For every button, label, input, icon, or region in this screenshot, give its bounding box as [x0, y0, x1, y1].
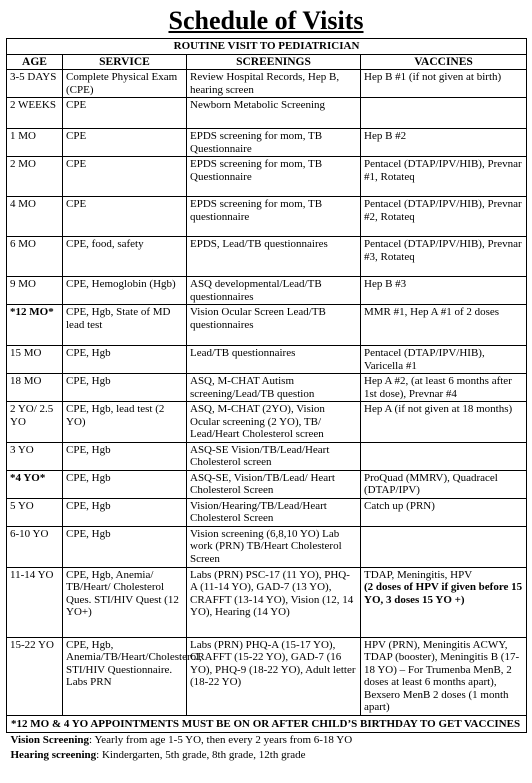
table-row — [7, 157, 527, 197]
cell-vaccines — [361, 197, 527, 237]
table-row — [7, 129, 527, 157]
service-text: CPE, Hgb — [66, 471, 111, 484]
cell-screenings — [187, 277, 361, 305]
cell-screenings — [187, 237, 361, 277]
age-text: 2 YO/ 2.5 YO — [10, 403, 54, 428]
table-row — [7, 305, 527, 346]
cell-screenings — [187, 157, 361, 197]
screenings-text: Labs (PRN) PSC-17 (11 YO), PHQ-A (11-14 YO), GAD-7 (13 YO), CRAFFT (13-14 YO), Vision (12, 14 YO), Hearing (14 YO) — [190, 568, 354, 618]
cell-service — [63, 98, 187, 129]
screenings-text: Vision/Hearing/TB/Lead/Heart Cholesterol Screen — [190, 499, 327, 524]
age-text: 4 MO — [10, 198, 36, 210]
age-text: 15 MO — [10, 347, 42, 359]
service-text: CPE, Hemoglobin (Hgb) — [66, 278, 176, 290]
cell-vaccines — [361, 237, 527, 277]
hearing-text: : Kindergarten, 5th grade, 8th grade, 12th grade — [96, 748, 306, 761]
screenings-text: Vision screening (6,8,10 YO) Lab work (PRN) TB/Heart Cholesterol Screen — [190, 527, 342, 565]
cell-vaccines — [361, 374, 527, 402]
cell-service — [63, 197, 187, 237]
vaccines-text: Pentacel (DTAP/IPV/HIB), Prevnar #3, Rotateq — [364, 238, 522, 263]
header-vaccines: VACCINES — [361, 54, 527, 70]
screenings-text: Lead/TB questionnaires — [190, 347, 296, 359]
vision-row — [7, 733, 527, 748]
vaccines-text: Hep B #1 (if not given at birth) — [364, 71, 502, 83]
cell-service — [63, 402, 187, 443]
table-row — [7, 237, 527, 277]
vaccines-text: Hep B #2 — [364, 130, 407, 142]
vision-label: Vision Screening — [10, 734, 90, 746]
header-age: AGE — [7, 54, 63, 70]
cell-vaccines — [361, 442, 527, 470]
cell-service — [63, 277, 187, 305]
vaccines-text: Hep A #2, (at least 6 months after 1st dose), Prevnar #4 — [364, 375, 512, 400]
cell-screenings — [187, 637, 361, 715]
cell-age — [7, 129, 63, 157]
hearing-screening-line — [7, 748, 527, 763]
table-row — [7, 442, 527, 470]
table-row — [7, 70, 527, 98]
cell-service — [63, 237, 187, 277]
vaccines-text: HPV (PRN), Meningitis ACWY, TDAP (booster), Meningitis B (17-18 YO) – For Trumenba MenB, 2 doses at least 6 months apart), Bexsero MenB 2 doses (1 month apart) — [364, 638, 520, 713]
cell-age — [7, 305, 63, 346]
screenings-text: ASQ-SE, Vision/TB/Lead/ Heart Cholesterol Screen — [190, 471, 335, 496]
screenings-text: Review Hospital Records, Hep B, hearing screen — [190, 71, 340, 96]
screenings-text: ASQ, M-CHAT Autism screening/Lead/TB question — [190, 375, 315, 400]
age-text: 18 MO — [10, 375, 42, 387]
vaccines-text: TDAP, Meningitis, HPV — [364, 568, 473, 581]
cell-service — [63, 346, 187, 374]
cell-screenings — [187, 526, 361, 567]
age-text: 5 YO — [10, 499, 34, 512]
service-text: CPE — [66, 198, 87, 210]
age-text: 3 YO — [10, 443, 34, 456]
age-text: 15-22 YO — [10, 638, 54, 651]
cell-vaccines — [361, 402, 527, 443]
cell-service — [63, 305, 187, 346]
age-text: 11-14 YO — [10, 568, 54, 581]
cell-age — [7, 637, 63, 715]
cell-vaccines — [361, 98, 527, 129]
service-text: CPE, Hgb — [66, 375, 111, 387]
header-service: SERVICE — [63, 54, 187, 70]
vaccines-text: Hep B #3 — [364, 278, 407, 290]
schedule-rows — [7, 70, 527, 716]
table-row — [7, 374, 527, 402]
cell-screenings — [187, 567, 361, 637]
cell-vaccines — [361, 346, 527, 374]
service-text: Complete Physical Exam (CPE) — [66, 71, 178, 96]
cell-age — [7, 157, 63, 197]
service-text: CPE — [66, 158, 87, 170]
screenings-text: EPDS screening for mom, TB Questionnaire — [190, 130, 323, 155]
vaccines-text: Catch up (PRN) — [364, 499, 435, 512]
table-row — [7, 277, 527, 305]
age-text: *12 MO* — [10, 306, 54, 318]
service-text: CPE, Hgb — [66, 499, 111, 512]
hearing-label: Hearing screening — [10, 748, 97, 761]
cell-service — [63, 70, 187, 98]
screenings-text: EPDS, Lead/TB questionnaires — [190, 238, 328, 250]
service-text: CPE, food, safety — [66, 238, 144, 250]
screenings-text: Vision Ocular Screen Lead/TB questionnaires — [190, 306, 326, 331]
cell-age — [7, 402, 63, 443]
hearing-row — [7, 748, 527, 763]
service-text: CPE, Hgb, Anemia/TB/Heart/Cholesterol, STI/HIV Questionnaire. Labs PRN — [66, 638, 202, 688]
cell-age — [7, 526, 63, 567]
service-text: CPE, Hgb, Anemia/ TB/Heart/ Cholesterol Ques. STI/HIV Quest (12 YO+) — [66, 568, 179, 618]
cell-screenings — [187, 305, 361, 346]
vision-screening-line — [7, 733, 527, 748]
cell-screenings — [187, 374, 361, 402]
table-row — [7, 346, 527, 374]
cell-vaccines — [361, 277, 527, 305]
cell-screenings — [187, 197, 361, 237]
age-text: 2 MO — [10, 158, 36, 170]
service-text: CPE, Hgb — [66, 347, 111, 359]
vaccines-text: MMR #1, Hep A #1 of 2 doses — [364, 306, 500, 318]
cell-service — [63, 498, 187, 526]
cell-vaccines — [361, 498, 527, 526]
table-row — [7, 470, 527, 498]
age-text: 2 WEEKS — [10, 99, 56, 111]
table-row — [7, 637, 527, 715]
cell-vaccines — [361, 637, 527, 715]
cell-screenings — [187, 346, 361, 374]
table-row — [7, 526, 527, 567]
cell-age — [7, 346, 63, 374]
cell-service — [63, 442, 187, 470]
vaccines-text: Pentacel (DTAP/IPV/HIB), Prevnar #1, Rotateq — [364, 158, 522, 183]
cell-age — [7, 498, 63, 526]
table-row — [7, 197, 527, 237]
vaccines-text: Pentacel (DTAP/IPV/HIB), Prevnar #2, Rotateq — [364, 198, 522, 223]
age-text: 3-5 DAYS — [10, 71, 57, 83]
service-text: CPE — [66, 130, 87, 142]
cell-screenings — [187, 98, 361, 129]
cell-screenings — [187, 70, 361, 98]
vaccines-text: Pentacel (DTAP/IPV/HIB), Varicella #1 — [364, 347, 485, 372]
note-row — [7, 715, 527, 733]
appointment-note: *12 MO & 4 YO APPOINTMENTS MUST BE ON OR AFTER CHILD’S BIRTHDAY TO GET VACCINES — [7, 715, 527, 733]
cell-age — [7, 197, 63, 237]
age-text: 1 MO — [10, 130, 36, 142]
vaccines-text: Hep A (if not given at 18 months) — [364, 403, 513, 415]
table-row — [7, 402, 527, 443]
screenings-text: ASQ-SE Vision/TB/Lead/Heart Cholesterol screen — [190, 443, 330, 468]
cell-age — [7, 470, 63, 498]
cell-age — [7, 98, 63, 129]
cell-service — [63, 129, 187, 157]
cell-vaccines — [361, 157, 527, 197]
vision-text: : Yearly from age 1-5 YO, then every 2 years from 6-18 YO — [89, 734, 353, 746]
cell-service — [63, 374, 187, 402]
cell-age — [7, 237, 63, 277]
cell-screenings — [187, 129, 361, 157]
cell-service — [63, 637, 202, 715]
table-row — [7, 567, 527, 637]
page-title: Schedule of Visits — [168, 6, 364, 35]
screenings-text: EPDS screening for mom, TB Questionnaire — [190, 158, 323, 183]
cell-service — [63, 157, 187, 197]
table-row — [7, 98, 527, 129]
cell-age — [7, 374, 63, 402]
schedule-table — [6, 38, 527, 762]
age-text: 9 MO — [10, 278, 36, 290]
service-text: CPE, Hgb — [66, 527, 111, 540]
cell-vaccines — [361, 70, 527, 98]
cell-service — [63, 567, 187, 637]
cell-service — [63, 470, 187, 498]
cell-screenings — [187, 402, 361, 443]
cell-vaccines — [361, 567, 527, 637]
service-text: CPE, Hgb, State of MD lead test — [66, 306, 171, 331]
header-row — [7, 54, 527, 70]
service-text: CPE, Hgb — [66, 443, 111, 456]
cell-screenings — [187, 442, 361, 470]
screenings-text: Newborn Metabolic Screening — [190, 99, 326, 111]
table-row — [7, 498, 527, 526]
cell-vaccines — [361, 470, 527, 498]
cell-age — [7, 567, 63, 637]
age-text: *4 YO* — [10, 471, 46, 484]
screenings-text: Labs (PRN) PHQ-A (15-17 YO), CRAFFT (15-22 YO), GAD-7 (16 YO), PHQ-9 (18-22 YO), Adult letter (18-22 YO) — [190, 638, 356, 688]
cell-age — [7, 277, 63, 305]
screenings-text: EPDS screening for mom, TB questionnaire — [190, 198, 323, 223]
cell-vaccines — [361, 526, 527, 567]
cell-screenings — [187, 470, 361, 498]
header-screenings: SCREENINGS — [187, 54, 361, 70]
vaccines-bold-text: (2 doses of HPV if given before 15 YO, 3 doses 15 YO +) — [364, 581, 523, 606]
screenings-text: ASQ, M-CHAT (2YO), Vision Ocular screening (2 YO), TB/ Lead/Heart Cholesterol screen — [190, 403, 325, 440]
cell-screenings — [187, 498, 361, 526]
cell-age — [7, 442, 63, 470]
service-text: CPE, Hgb, lead test (2 YO) — [66, 403, 165, 428]
vaccines-text: ProQuad (MMRV), Quadracel (DTAP/IPV) — [364, 471, 498, 496]
screenings-text: ASQ developmental/Lead/TB questionnaires — [190, 278, 322, 303]
service-text: CPE — [66, 99, 87, 111]
table-caption-row — [7, 39, 527, 55]
table-caption: ROUTINE VISIT TO PEDIATRICIAN — [7, 39, 527, 55]
age-text: 6-10 YO — [10, 527, 49, 540]
cell-service — [63, 526, 187, 567]
cell-vaccines — [361, 129, 527, 157]
cell-vaccines — [361, 305, 527, 346]
age-text: 6 MO — [10, 238, 36, 250]
cell-age — [7, 70, 63, 98]
